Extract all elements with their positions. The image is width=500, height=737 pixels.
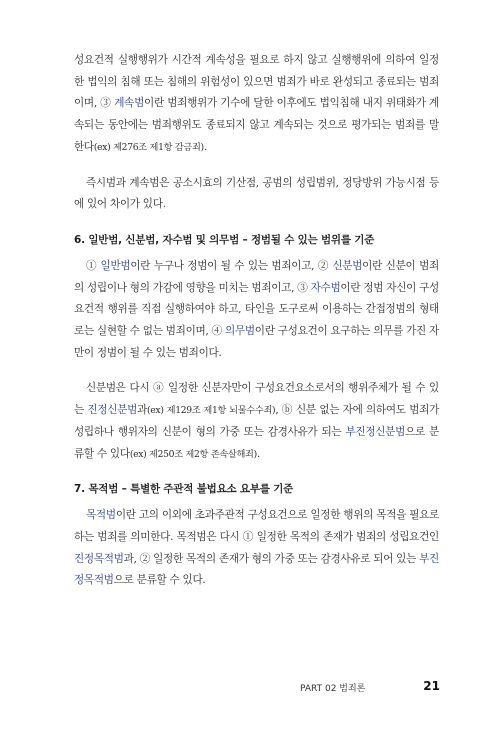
text: 신분범은 다시 ⓐ 일정한 신분자만이 구성요건요소로서의 행위주체가 될 수 있는 (74, 382, 439, 417)
term-genuine-status-crime: 진정신분범 (87, 404, 138, 417)
text: 으로 분류할 수 있다. (113, 574, 206, 587)
text: , ⓑ 신분 없는 자에 의하여도 범죄가 성립하나 행위자의 신분이 형의 가중 또는 감경사유가 되는 (74, 404, 439, 438)
section-heading-7: 7. 목적범 – 특별한 주관적 불법요소 요부를 기준 (74, 483, 294, 496)
text: 이란 구성요건이 요구하는 의무를 가진 자만이 정범이 될 수 있는 범죄이다. (74, 325, 439, 359)
footer-chapter: 범죄론 (339, 684, 366, 694)
paragraph-continuous-crime (74, 50, 439, 159)
term-nongenuine-status-crime: 부진정신분범 (345, 425, 406, 438)
text: ① (86, 259, 101, 272)
text: 이란 정범 자신이 구성요건적 행위를 직접 실행하여야 하고, 타인을 도구로써 이용하는 간접정범의 형태로는 실현할 수 없는 범죄이며, ④ (74, 281, 439, 338)
text: 과 (137, 404, 148, 417)
text: 이란 누구나 정범이 될 수 있는 범죄이고, ② (130, 259, 333, 272)
text: 으로 분류할 수 있다 (74, 425, 439, 460)
term-status-crime: 신분범 (332, 259, 363, 272)
term-genuine-purpose-crime: 진정목적범 (74, 552, 124, 565)
paragraph-status-crime-types (74, 378, 439, 465)
term-continuous-crime: 계속범 (114, 97, 145, 110)
term-purpose-crime: 목적범 (86, 509, 116, 522)
text: 과, ② 일정한 목적의 존재가 형의 가중 또는 감경사유로 되어 있는 (123, 552, 420, 565)
page-footer (300, 681, 440, 697)
term-general-crime: 일반범 (100, 259, 131, 272)
term-own-hand-crime: 자수범 (310, 281, 341, 294)
text: . (256, 447, 260, 460)
text: 이란 신분이 범죄의 성립이나 형의 가감에 영향을 미치는 범죄이고, ③ (74, 259, 439, 294)
text: . (203, 140, 207, 153)
section-heading-6: 6. 일반범, 신분범, 자수범 및 의무범 – 정범될 수 있는 범위를 기준 (74, 233, 375, 246)
page-number: 21 (423, 679, 440, 693)
statute-reference: (ex) 제129조 제1항 뇌물수수죄) (147, 405, 276, 417)
paragraph-offender-types (74, 256, 439, 365)
statute-reference: (ex) 제250조 제2항 존속살해죄) (129, 448, 257, 460)
page-content (74, 50, 439, 606)
statute-reference: (ex) 제276조 제1항 감금죄) (93, 141, 204, 153)
term-nongenuine-purpose-crime: 부진정목적범 (74, 552, 439, 587)
footer-part: PART 02 (300, 684, 337, 694)
paragraph-instant-vs-continuous: 즉시범과 계속범은 공소시효의 기산점, 공범의 성립범위, 정당방위 가능시점 등에 있어 차이가 있다. (74, 176, 439, 211)
text: 성요건적 실행행위가 시간적 계속성을 필요로 하지 않고 실행행위에 의하여 일정한 법익의 침해 또는 침해의 위험성이 있으면 범죄가 바로 완성되고 종료되는 범죄이며, ③ (74, 54, 439, 110)
text: 이란 범죄행위가 기수에 달한 이후에도 법익침해 내지 위태화가 계속되는 동안에는 범죄행위도 종료되지 않고 계속되는 것으로 평가되는 범죄를 말한다 (74, 97, 439, 153)
paragraph-purpose-crime (74, 505, 439, 592)
text: 이란 고의 이외에 초과주관적 구성요건으로 일정한 행위의 목적을 필요로 하는 범죄를 의미한다. 목적범은 다시 ① 일정한 목적의 존재가 범죄의 성립요건인 (74, 509, 439, 543)
term-duty-crime: 의무범 (224, 325, 255, 338)
